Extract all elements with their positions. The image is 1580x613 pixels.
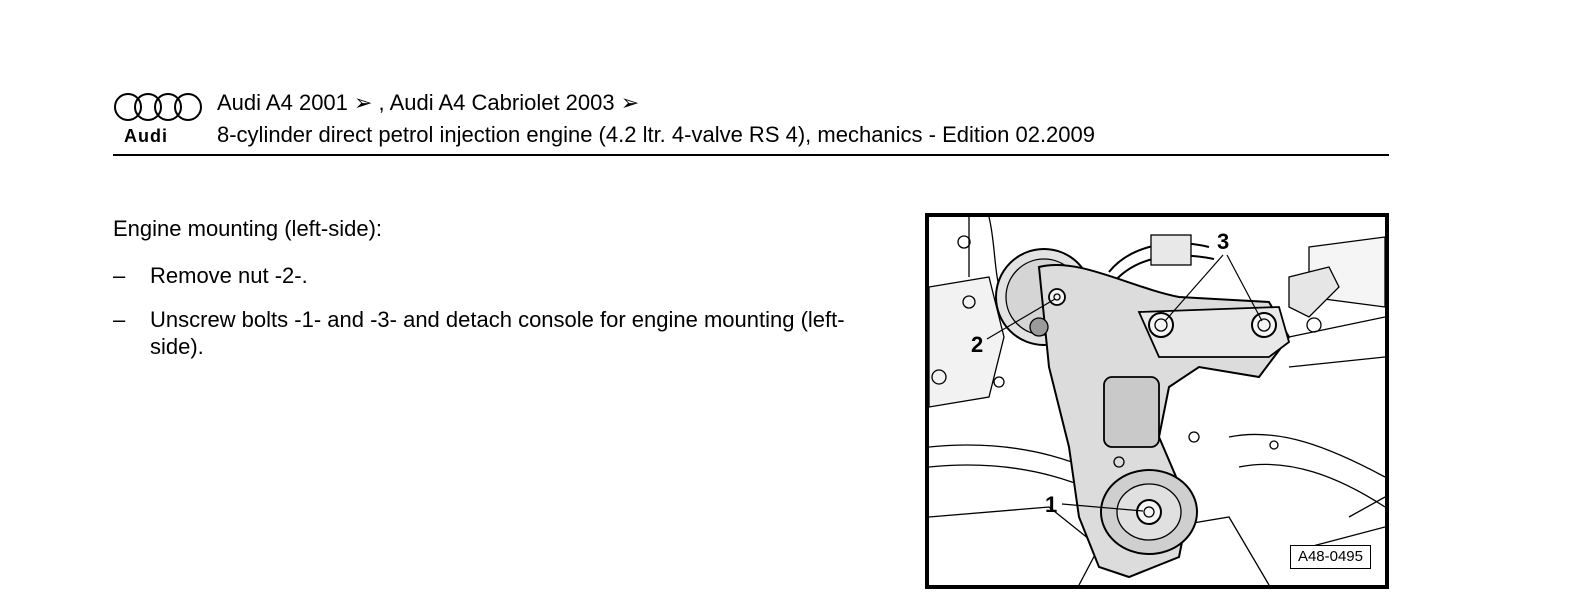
step-text: Remove nut -2-.: [150, 263, 308, 288]
instruction-step: [113, 306, 853, 360]
header-manual-title: 8-cylinder direct petrol injection engine (4.2 ltr. 4-valve RS 4), mechanics - Edition 02.2009: [217, 122, 1096, 147]
engine-mount-drawing: [929, 217, 1385, 585]
step-dash: –: [113, 307, 126, 332]
step-dash: –: [113, 263, 126, 288]
engine-mounting-illustration: [925, 213, 1389, 589]
audi-rings-logo-icon: [113, 92, 203, 122]
section-heading: Engine mounting (left-side):: [113, 216, 383, 241]
audi-logo-wordmark: Audi: [124, 126, 168, 146]
callout-3: 3: [1217, 229, 1230, 254]
instruction-step: [113, 262, 853, 289]
step-text: Unscrew bolts -1- and -3- and detach console for engine mounting (left-side).: [150, 307, 845, 359]
document-header: [113, 88, 1389, 156]
header-vehicle-models: Audi A4 2001 ➢ , Audi A4 Cabriolet 2003 ➢: [217, 90, 640, 115]
callout-1: 1: [1045, 492, 1058, 517]
callout-2: 2: [971, 332, 984, 357]
figure-reference-code: A48-0495: [1290, 545, 1371, 569]
